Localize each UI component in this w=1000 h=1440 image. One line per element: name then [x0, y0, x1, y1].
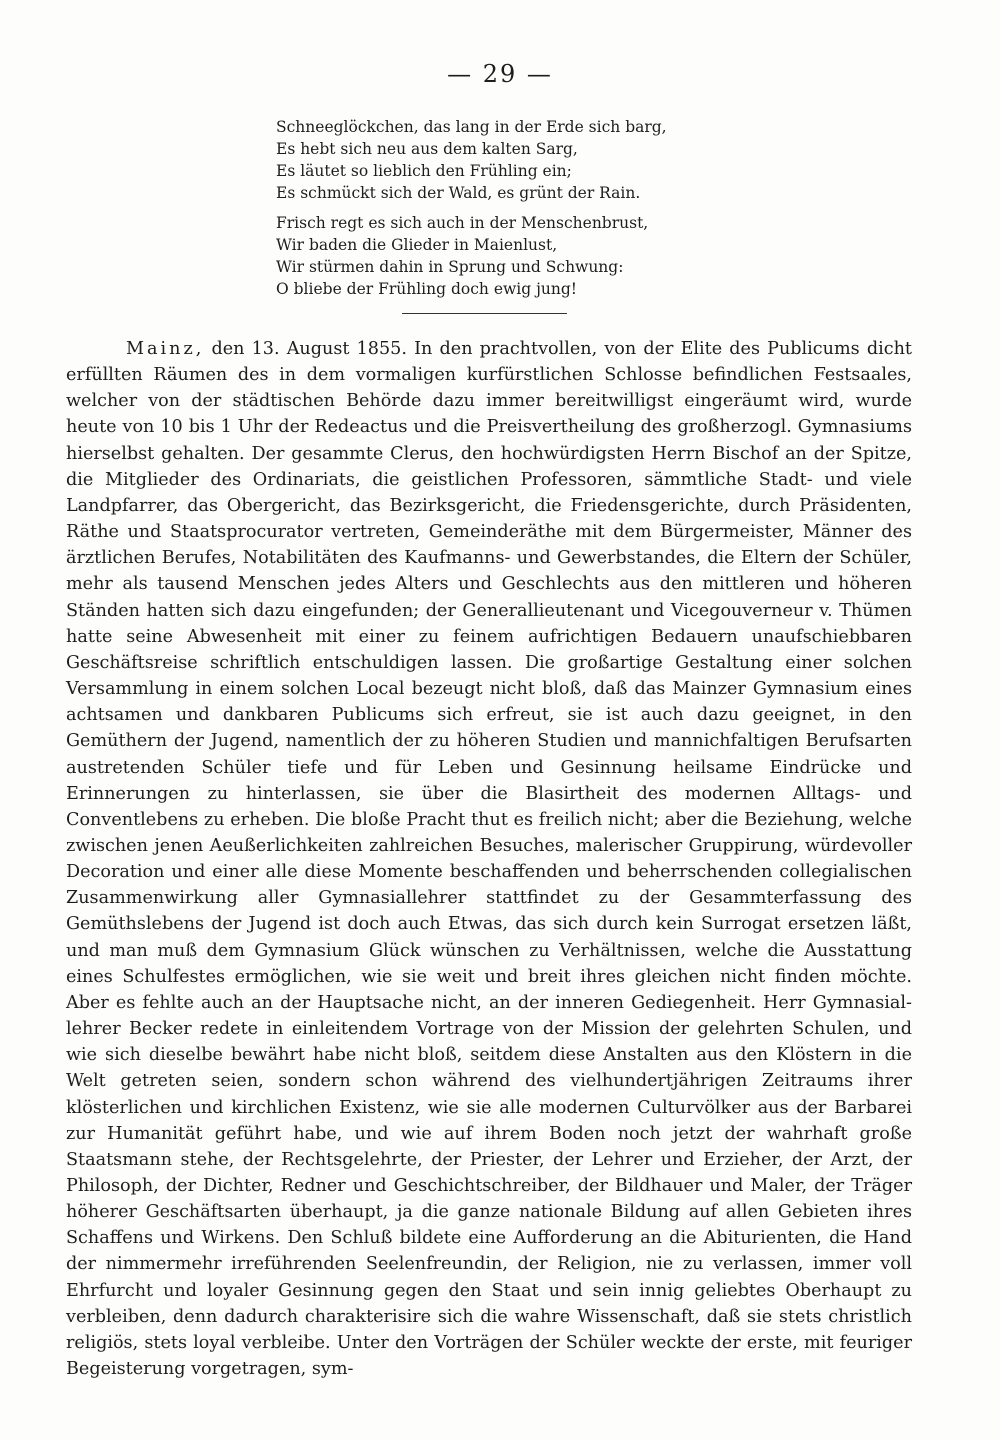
article-text: den 13. August 1855. In den prachtvollen, von der Elite des Publicums dicht erfüllten Räumen des in dem vormaligen kurfürstlichen Schlosse befindlichen Festsaales, welcher von der städtischen Behörde dazu immer bereitwilligst eingeräumt wird, wurde heute von 10 bis 1 Uhr der Redeactus und die Preisvertheilung des großherzogl. Gymnasiums hierselbst gehalten. Der gesammte Clerus, den hochwürdigsten Herrn Bischof an der Spitze, die Mitglieder des Ordinariats, die geistlichen Professoren, sämmtliche Stadt- und viele Landpfarrer, das Obergericht, das Bezirksgericht, die Friedensgerichte, durch Präsidenten, Räthe und Staatsprocurator vertreten, Gemeinderäthe mit dem Bürgermeister, Männer des ärztlichen Berufes, Notabilitäten des Kaufmanns- und Gewerbstandes, die Eltern der Schüler, mehr als tausend Menschen jedes Alters und Geschlechts aus den mittleren und höheren Ständen hatten sich dazu eingefunden; der Generallieutenant und Vicegouverneur v. Thümen hatte seine Abwesenheit mit einer zu feinem aufrichtigen Bedauern unaufschiebbaren Geschäftsreise schriftlich entschuldigen lassen. Die großartige Gestaltung einer solchen Versammlung in einem solchen Local bezeugt nicht bloß, daß das Mainzer Gymnasium eines achtsamen und dankbaren Publicums sich erfreut, sie ist auch dazu geeignet, in den Gemüthern der Jugend, namentlich der zu höheren Studien und mannichfaltigen Berufsarten austretenden Schüler tiefe und für Leben und Gesinnung heilsame Eindrücke und Erinnerungen zu hinterlassen, sie über die Blasirtheit des modernen Alltags- und Conventlebens zu erheben. Die bloße Pracht thut es freilich nicht; aber die Beziehung, welche zwischen jenen Aeußerlichkeiten zahlreichen Besuches, malerischer Gruppirung, würdevoller Decoration und einer alle diese Momente beschaffenden und beherrschenden collegialischen Zusammenwirkung aller Gymnasiallehrer stattfindet zu der Gesammterfassung des Gemüthslebens der Jugend ist doch auch Etwas, das sich durch kein Surrogat ersetzen läßt, und man muß dem Gymnasium Glück wünschen zu Verhältnissen, welche die Ausstattung eines Schulfestes ermöglichen, wie sie weit und breit ihres gleichen nicht finden möchte. Aber es fehlte auch an der Hauptsache nicht, an der inneren Gediegenheit. Herr Gymnasiallehrer Becker redete in einleitendem Vortrage von der Mission der gelehrten Schulen, und wie sich dieselbe bewährt habe nicht bloß, seitdem diese Anstalten aus den Klöstern in die Welt getreten seien, sondern schon während des vielhundertjährigen Zeitraums ihrer klösterlichen und kirchlichen Existenz, wie sie alle modernen Culturvölker aus der Barbarei zur Humanität geführt habe, und wie auf ihrem Boden noch jetzt der wahrhaft große Staatsmann stehe, der Rechtsgelehrte, der Priester, der Lehrer und Erzieher, der Arzt, der Philosoph, der Dichter, Redner und Geschichtschreiber, der Bildhauer und Maler, der Träger höherer Geschäftsarten überhaupt, ja die ganze nationale Bildung auf allen Gebieten ihres Schaffens und Wirkens. Den Schluß bildete eine Aufforderung an die Abiturienten, die Hand der nimmermehr irreführenden Seelenfreundin, der Religion, nie zu verlassen, immer voll Ehrfurcht und loyaler Gesinnung gegen den Staat und sein innig geliebtes Oberhaupt zu verbleiben, denn dadurch charakterisire sich die wahre Wissenschaft, daß sie stets christlich religiös, stets loyal verbleibe. Unter den Vorträgen der Schüler weckte der erste, mit feuriger Begeisterung vorgetragen, sym-	[66, 339, 912, 1380]
article-body	[66, 336, 912, 1382]
poem-line: Es hebt sich neu aus dem kalten Sarg,	[276, 140, 578, 158]
poem-line: Wir baden die Glieder in Maienlust,	[276, 236, 558, 254]
section-divider	[402, 313, 567, 314]
poem-line: Frisch regt es sich auch in der Menschenbrust,	[276, 214, 649, 232]
poem-line: Wir stürmen dahin in Sprung und Schwung:	[276, 258, 624, 276]
poem-stanza-1	[276, 116, 716, 204]
poem	[276, 116, 716, 300]
poem-line: Schneeglöckchen, das lang in der Erde sich barg,	[276, 118, 667, 136]
poem-line: O bliebe der Frühling doch ewig jung!	[276, 280, 577, 298]
article-paragraph	[66, 336, 912, 1382]
poem-stanza-2	[276, 212, 716, 300]
poem-line: Es schmückt sich der Wald, es grünt der Rain.	[276, 184, 641, 202]
poem-line: Es läutet so lieblich den Frühling ein;	[276, 162, 572, 180]
page-number: — 29 —	[447, 60, 553, 88]
dateline-place: Mainz,	[126, 339, 205, 359]
